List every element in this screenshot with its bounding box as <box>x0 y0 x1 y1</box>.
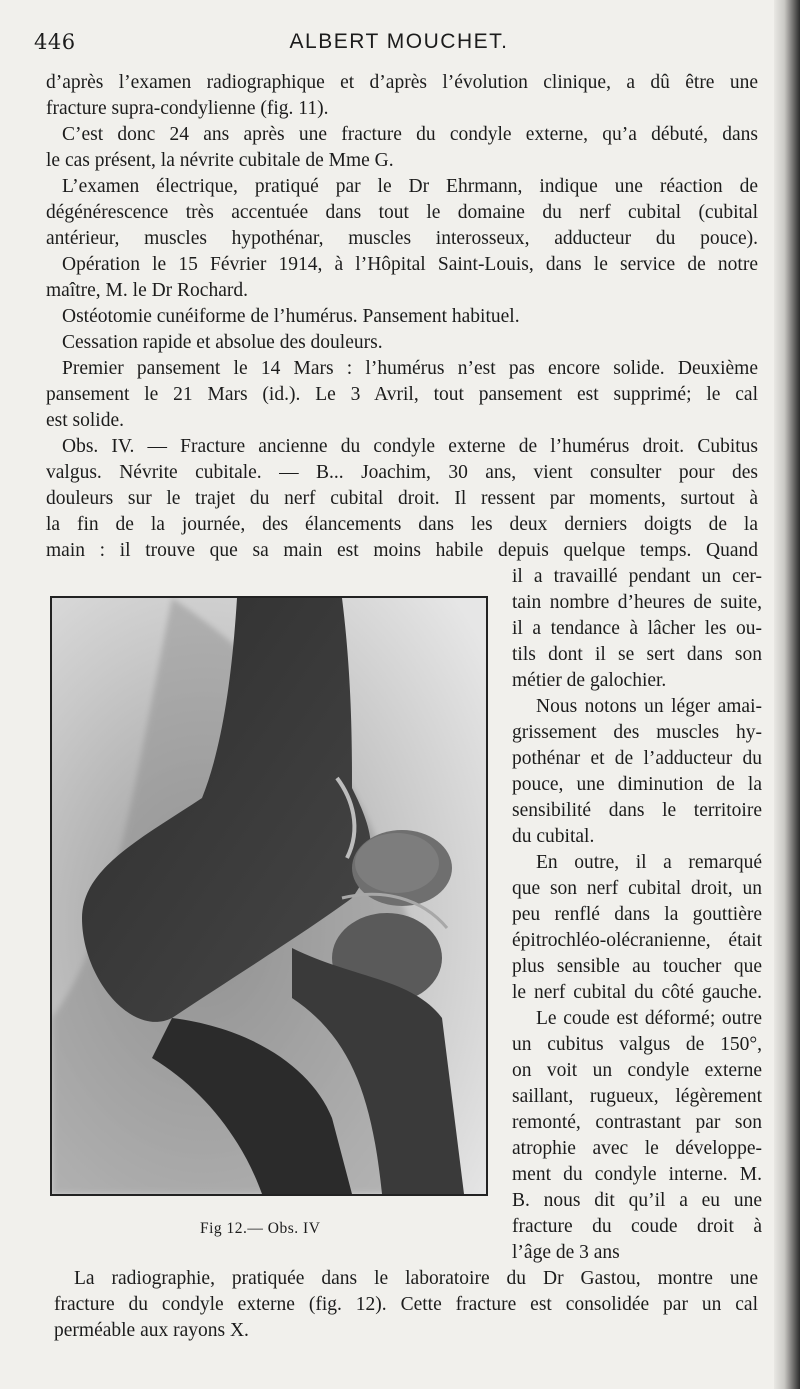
side-text-line: saillant, rugueux, légèrement <box>512 1086 762 1107</box>
side-text-line: que son nerf cubital droit, un <box>512 878 762 899</box>
side-text-line: il a tendance à lâcher les ou- <box>512 618 762 639</box>
text-line: C’est donc 24 ans après une fracture du condyle externe, qu’a débuté, dans <box>62 124 758 145</box>
text-line: Ostéotomie cunéiforme de l’humérus. Pansement habituel. <box>62 306 520 327</box>
side-text-line: atrophie avec le développe- <box>512 1138 762 1159</box>
side-text-line: on voit un condyle externe <box>512 1060 762 1081</box>
text-line: dégénérescence très accentuée dans tout le domaine du nerf cubital (cubital <box>46 202 758 223</box>
running-head: ALBERT MOUCHET. <box>289 30 509 53</box>
figure-caption: Fig 12.— Obs. IV <box>200 1220 321 1237</box>
text-line: Premier pansement le 14 Mars : l’humérus n’est pas encore solide. Deuxième <box>62 358 758 379</box>
side-text-line: fracture du coude droit à <box>512 1216 762 1237</box>
side-text-line: il a travaillé pendant un cer- <box>512 566 762 587</box>
side-text-line: Nous notons un léger amai- <box>536 696 762 717</box>
text-line: Cessation rapide et absolue des douleurs. <box>62 332 383 353</box>
side-text-line: En outre, il a remarqué <box>536 852 762 873</box>
text-line: La radiographie, pratiquée dans le laboratoire du Dr Gastou, montre une <box>74 1268 758 1289</box>
side-text-line: Le coude est déformé; outre <box>536 1008 762 1029</box>
side-text-line: un cubitus valgus de 150°, <box>512 1034 762 1055</box>
side-text-line: épitrochléo-olécranienne, était <box>512 930 762 951</box>
side-text-line: ment du condyle interne. M. <box>512 1164 762 1185</box>
text-line: valgus. Névrite cubitale. — B... Joachim, 30 ans, vient consulter pour des <box>46 462 758 483</box>
side-text-line: du cubital. <box>512 826 595 847</box>
text-line: d’après l’examen radiographique et d’après l’évolution clinique, a dû être une <box>46 72 758 93</box>
side-text-line: grissement des muscles hy- <box>512 722 762 743</box>
text-line: maître, M. le Dr Rochard. <box>46 280 248 301</box>
side-text-line: pouce, une diminution de la <box>512 774 762 795</box>
side-text-line: métier de galochier. <box>512 670 667 691</box>
text-line: perméable aux rayons X. <box>54 1320 249 1341</box>
text-line: antérieur, muscles hypothénar, muscles interosseux, adducteur du pouce). <box>46 228 758 249</box>
text-line: Obs. IV. — Fracture ancienne du condyle externe de l’humérus droit. Cubitus <box>62 436 758 457</box>
radiograph-figure <box>50 596 488 1196</box>
text-line: est solide. <box>46 410 124 431</box>
side-text-line: sensibilité dans le territoire <box>512 800 762 821</box>
text-line: le cas présent, la névrite cubitale de Mme G. <box>46 150 394 171</box>
text-line: douleurs sur le trajet du nerf cubital droit. Il ressent par moments, surtout à <box>46 488 758 509</box>
side-text-line: remonté, contrastant par son <box>512 1112 762 1133</box>
side-text-line: le nerf cubital du côté gauche. <box>512 982 762 1003</box>
text-line: main : il trouve que sa main est moins habile depuis quelque temps. Quand <box>46 540 758 561</box>
side-text-line: tain nombre d’heures de suite, <box>512 592 762 613</box>
text-line: L’examen électrique, pratiqué par le Dr Ehrmann, indique une réaction de <box>62 176 758 197</box>
elbow-radiograph-image <box>52 598 486 1194</box>
text-line: la fin de la journée, des élancements dans les deux derniers doigts de la <box>46 514 758 535</box>
side-text-line: tils dont il se sert dans son <box>512 644 762 665</box>
side-text-line: plus sensible au toucher que <box>512 956 762 977</box>
side-text-line: peu renflé dans la gouttière <box>512 904 762 925</box>
text-line: fracture supra-condylienne (fig. 11). <box>46 98 329 119</box>
text-line: pansement le 21 Mars (id.). Le 3 Avril, tout pansement est supprimé; le cal <box>46 384 758 405</box>
side-text-line: B. nous dit qu’il a eu une <box>512 1190 762 1211</box>
text-line: fracture du condyle externe (fig. 12). Cette fracture est consolidée par un cal <box>54 1294 758 1315</box>
book-spine-shadow <box>774 0 800 1389</box>
page-number: 446 <box>34 30 76 54</box>
side-text-line: pothénar et de l’adducteur du <box>512 748 762 769</box>
page-header <box>34 30 764 60</box>
side-text-line: l’âge de 3 ans <box>512 1242 620 1263</box>
text-line: Opération le 15 Février 1914, à l’Hôpital Saint-Louis, dans le service de notre <box>62 254 758 275</box>
